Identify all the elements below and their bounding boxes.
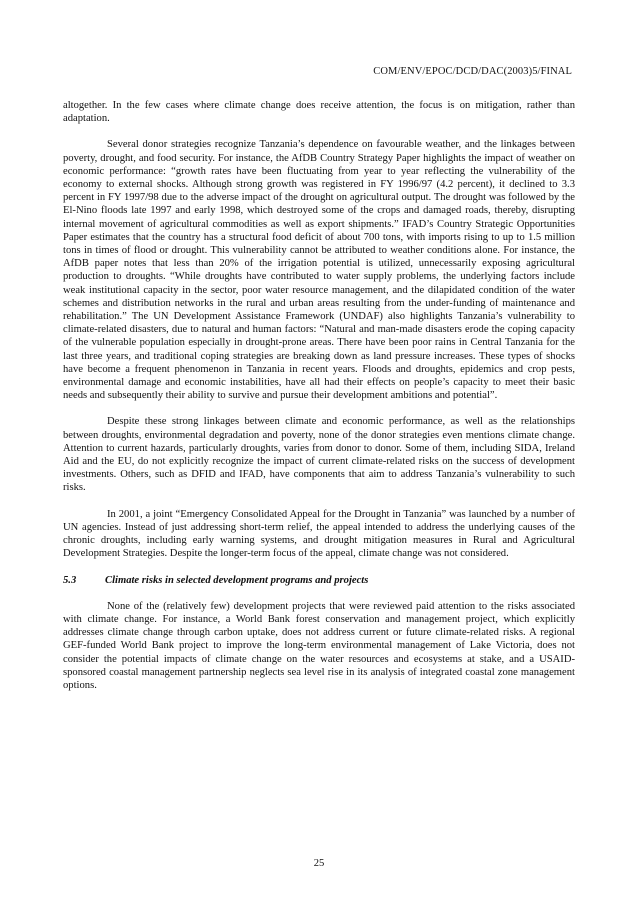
document-code-header: COM/ENV/EPOC/DCD/DAC(2003)5/FINAL <box>373 66 572 77</box>
body-paragraph: Several donor strategies recognize Tanzania’s dependence on favourable weather, and the linkages between poverty, drought, and food security. For instance, the AfDB Country Strategy Paper highlights the impact of weather on economic performance: “growth rates have been fluctuating from year to year reflecting the vulnerability of the economy to external shocks. Although strong growth was registered in FY 1996/97 (4.2 percent), it declined to 3.3 percent in FY 1997/98 due to the adverse impact of the drought on agricultural output. The drought was followed by the El-Nino floods late 1997 and early 1998, which destroyed some of the crops and damaged roads, thereby, disrupting internal movement of agricultural commodities as well as export shipments.” IFAD’s Country Strategic Opportunities Paper estimates that the country has a structural food deficit of about 700 tons, with imports rising to up to 1.5 million tons in times of flood or drought. This vulnerability cannot be attributed to weather conditions alone. For instance, the AfDB paper notes that less than 20% of the irrigation potential is utilized, unnecessarily exposing agricultural production to droughts. “While droughts have contributed to water supply problems, the underlying factors include weak institutional capacity in the sector, poor water resource management, and the dilapidated condition of the water schemes and distribution networks in the rural and urban areas resulting from the under-funding of maintenance and rehabilitation.” The UN Development Assistance Framework (UNDAF) also highlights Tanzania’s vulnerability to climate-related disasters, due to natural and human factors: “Natural and man-made disasters erode the coping capacity of the vulnerable population especially in drought-prone areas. There have been poor rains in Central Tanzania for the last three years, and traditional coping strategies are breaking down as land pressure increases. These types of shocks have become a frequent phenomenon in Tanzania in recent years. Floods and droughts, epidemics and crop pests, environmental damage and economic instabilities, have all had their effects on people’s capacity to meet their basic needs and subsequently their ability to survive and pursue their development ambitions and potential”. <box>63 139 575 402</box>
section-title: Climate risks in selected development programs and projects <box>105 574 369 586</box>
body-paragraph: None of the (relatively few) development projects that were reviewed paid attention to the risks associated with climate change. For instance, a World Bank forest conservation and management project, which explicitly addresses climate change through carbon uptake, does not address current or future climate-related risks. A regional GEF-funded World Bank project to improve the long-term environmental management of Lake Victoria, does not consider the potential impacts of climate change on the water resources and ecosystems at stake, and a USAID-sponsored coastal management partnership neglects sea level rise in its analysis of integrated coastal zone management options. <box>63 600 575 691</box>
body-paragraph: altogether. In the few cases where climate change does receive attention, the focus is on mitigation, rather than adaptation. <box>63 100 575 125</box>
body-paragraph: In 2001, a joint “Emergency Consolidated Appeal for the Drought in Tanzania” was launched by a number of UN agencies. Instead of just addressing short-term relief, the appeal intended to address the underlying causes of the chronic droughts, including early warning systems, and drought mitigation measures in Rural and Agricultural Development Strategies. Despite the longer-term focus of the appeal, climate change was not considered. <box>63 508 575 560</box>
page-body <box>63 99 575 705</box>
section-number: 5.3 <box>63 574 77 586</box>
page-number: 25 <box>313 858 325 869</box>
body-paragraph: Despite these strong linkages between climate and economic performance, as well as the relationships between droughts, environmental degradation and poverty, none of the donor strategies even mentions climate change. Attention to current hazards, particularly droughts, varies from donor to donor. Some of them, including SIDA, Ireland Aid and the EU, do not explicitly recognize the impact of current climate-related risks on the success of development investments. Others, such as DFID and IFAD, have components that aim to address Tanzania’s vulnerability to such risks. <box>63 416 575 494</box>
section-heading <box>63 574 575 587</box>
